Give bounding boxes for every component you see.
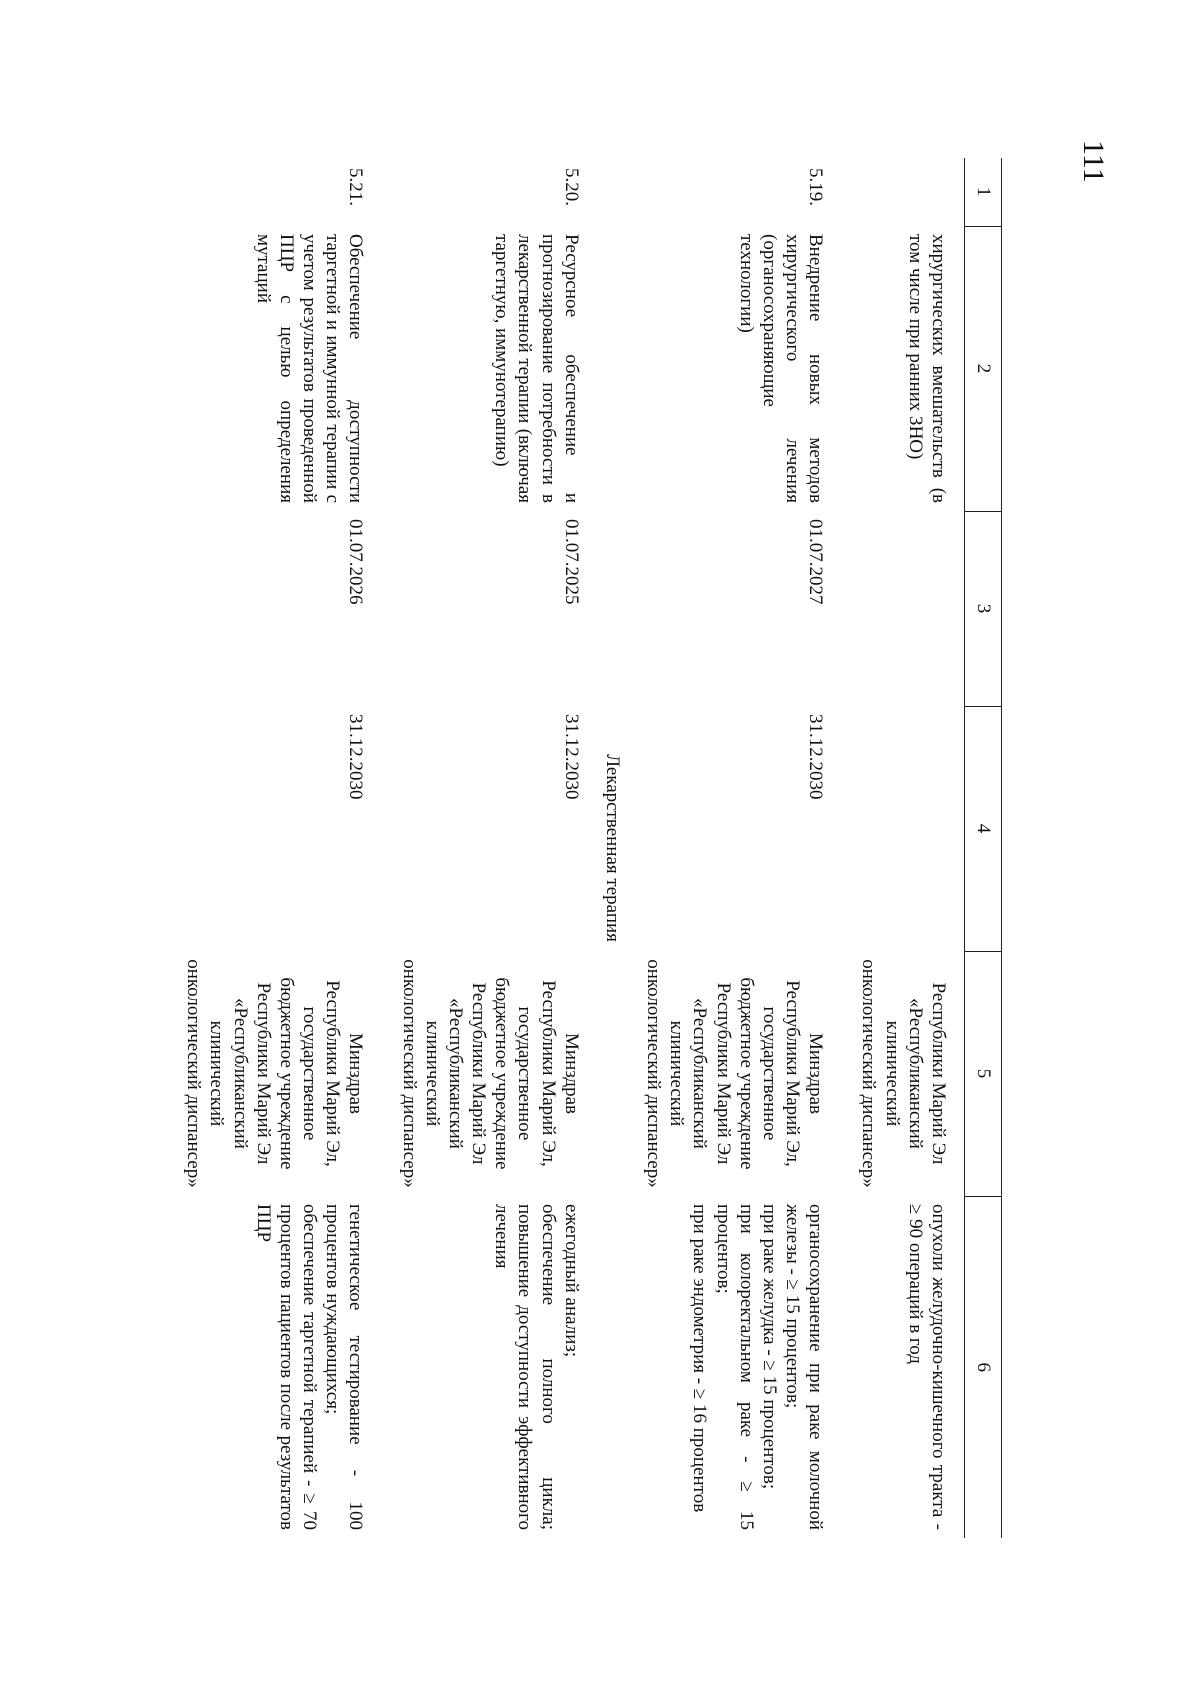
header-col-1: 1	[965, 158, 1002, 226]
cell-number	[841, 158, 964, 226]
table-header	[965, 158, 1002, 1538]
cell-start-date	[841, 511, 964, 706]
cell-responsible: Минздрав Республики Марий Эл, государственное бюджетное учреждение Республики Марий Эл «Республиканский клинический онкологический диспансер»	[183, 959, 367, 1188]
cell-start-date: 01.07.2025	[560, 519, 582, 605]
cell-number: 5.21.	[345, 168, 367, 206]
cell-start-date: 01.07.2027	[805, 519, 827, 605]
cell-activity: Внедрение новых методов хирургического лечения (органосохраняющие технологии)	[735, 234, 827, 503]
cell-responsible: Республики Марий Эл «Республиканский клинический онкологический диспансер»	[858, 959, 949, 1188]
cell-start-date: 01.07.2026	[345, 519, 367, 605]
section-row	[597, 158, 626, 1538]
table-row	[166, 158, 381, 1538]
page-number: 111	[1077, 140, 1110, 183]
section-title: Лекарственная терапия	[601, 754, 623, 942]
cell-result: органосохранение при раке молочной железы - ≥ 15 процентов; при раке желудка - ≥ 15 процентов; при колоректальном раке - ≥ 15 процентов; при раке эндометрия - ≥ 16 процентов	[689, 1204, 827, 1530]
cell-end-date: 31.12.2030	[560, 714, 582, 800]
header-col-4: 4	[965, 706, 1002, 951]
cell-result: опухоли желудочно-кишечного тракта - ≥ 90 операций в год	[904, 1204, 949, 1530]
table-row	[381, 158, 596, 1538]
cell-result: генетическое тестирование - 100 процентов нуждающихся; обеспечение таргетной терапией - ≥ 70 процентов пациентов после результатов ПЦР	[252, 1204, 367, 1530]
cell-result: ежегодный анализ; обеспечение полного цикла; повышение доступности эффективного лечения	[491, 1204, 582, 1530]
header-col-5: 5	[965, 951, 1002, 1196]
cell-number: 5.20.	[560, 168, 582, 206]
cell-end-date: 31.12.2030	[805, 714, 827, 800]
header-col-2: 2	[965, 226, 1002, 511]
plan-table	[166, 158, 1002, 1538]
cell-end-date: 31.12.2030	[345, 714, 367, 800]
cell-responsible: Минздрав Республики Марий Эл, государственное бюджетное учреждение Республики Марий Эл «Республиканский клинический онкологический диспансер»	[643, 959, 827, 1188]
cell-end-date	[841, 706, 964, 951]
cell-activity: Ресурсное обеспечение и прогнозирование потребности в лекарственной терапии (включая таргетную, иммунотерапию)	[491, 234, 582, 503]
header-col-3: 3	[965, 511, 1002, 706]
cell-activity: хирургических вмешательств (в том числе при ранних ЗНО)	[904, 234, 949, 503]
header-col-6: 6	[965, 1196, 1002, 1538]
cell-activity: Обеспечение доступности таргетной и иммунной терапии с учетом результатов проведенной ПЦР с целью определения мутаций	[252, 234, 367, 503]
cell-responsible: Минздрав Республики Марий Эл, государственное бюджетное учреждение Республики Марий Эл «Республиканский клинический онкологический диспансер»	[398, 959, 582, 1188]
cell-number: 5.19.	[805, 168, 827, 206]
table-row	[626, 158, 841, 1538]
table-row-continuation	[841, 158, 964, 1538]
